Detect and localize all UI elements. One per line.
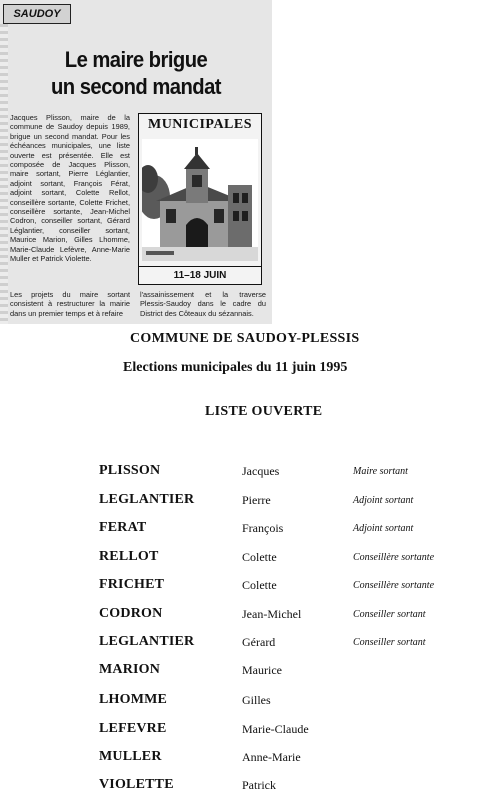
candidate-firstname: Marie-Claude	[242, 722, 309, 736]
list-title: LISTE OUVERTE	[205, 404, 323, 419]
candidate-surname: FRICHET	[99, 577, 165, 592]
candidate-role: Conseiller sortant	[353, 609, 426, 620]
article-body-right: l'assainissement et la traverse Plessis-Saudoy dans le cadre du District des Côteaux du sézannais.	[140, 290, 266, 318]
candidate-surname: RELLOT	[99, 549, 159, 564]
candidate-row	[0, 577, 500, 601]
candidate-role: Maire sortant	[353, 466, 408, 477]
commune-title: COMMUNE DE SAUDOY-PLESSIS	[130, 331, 360, 346]
box-dates: 11–18 JUIN	[139, 266, 261, 281]
candidate-firstname: Patrick	[242, 778, 276, 792]
candidate-surname: MARION	[99, 662, 161, 677]
candidate-role: Adjoint sortant	[353, 523, 414, 534]
candidate-row	[0, 692, 500, 716]
candidate-surname: MULLER	[99, 749, 162, 764]
candidate-firstname: Gilles	[242, 693, 271, 707]
candidate-surname: LEFEVRE	[99, 721, 167, 736]
article-body: Jacques Plisson, maire de la commune de Saudoy depuis 1989, brigue un second mandat. Pour les échéances municipales, une liste ouverte est présentée. Elle est composée de Jacques Plisson, maire sortant, Pierre Léglantier, adjoint sortant, François Férat, adjoint sortant, Colette Rellot, conseillère sortante, Colette Frichet, conseillère sortante, Jean-Michel Codron, conseiller sortant, Gérard Léglantier, conseiller sortant, Maurice Marion, Gilles Lhomme, Marie-Claude Lefèvre, Anne-Marie Muller et Patrick Violette.	[10, 113, 130, 264]
candidate-row	[0, 492, 500, 516]
election-title: Elections municipales du 11 juin 1995	[123, 360, 348, 375]
headline-line-1: Le maire brigue	[64, 47, 208, 72]
candidate-surname: PLISSON	[99, 463, 161, 478]
candidate-firstname: Colette	[242, 578, 277, 592]
candidate-firstname: Gérard	[242, 635, 276, 649]
candidate-surname: LHOMME	[99, 692, 168, 707]
headline	[18, 46, 254, 100]
candidate-surname: LEGLANTIER	[99, 492, 195, 507]
candidate-row	[0, 634, 500, 658]
candidate-role: Conseillère sortante	[353, 580, 435, 591]
candidate-role: Adjoint sortant	[353, 495, 414, 506]
candidate-row	[0, 749, 500, 773]
headline-line-2: un second mandat	[51, 74, 221, 99]
municipales-box	[138, 113, 262, 285]
clipping-edge	[0, 24, 8, 324]
candidate-firstname: Colette	[242, 550, 277, 564]
candidate-surname: CODRON	[99, 606, 163, 621]
candidate-surname: VIOLETTE	[99, 777, 174, 792]
candidate-row	[0, 549, 500, 573]
candidate-row	[0, 777, 500, 801]
candidate-role: Conseiller sortant	[353, 637, 426, 648]
candidate-firstname: Maurice	[242, 663, 282, 677]
candidate-firstname: Anne-Marie	[242, 750, 301, 764]
box-title: MUNICIPALES	[147, 117, 253, 132]
candidate-row	[0, 606, 500, 630]
candidate-row	[0, 520, 500, 544]
candidate-surname: FERAT	[99, 520, 147, 535]
candidate-surname: LEGLANTIER	[99, 634, 195, 649]
candidate-firstname: François	[242, 521, 284, 535]
candidate-firstname: Pierre	[242, 493, 271, 507]
candidate-firstname: Jacques	[242, 464, 280, 478]
section-tag: SAUDOY	[3, 4, 71, 24]
town-hall-photo-icon	[142, 139, 258, 261]
candidate-row	[0, 662, 500, 686]
candidate-role: Conseillère sortante	[353, 552, 435, 563]
candidate-row	[0, 463, 500, 487]
article-body-continued: Les projets du maire sortant consistent à restructurer la mairie dans un premier temps et à refaire	[10, 290, 130, 318]
candidate-firstname: Jean-Michel	[242, 607, 302, 621]
candidate-row	[0, 721, 500, 745]
newspaper-clipping	[0, 0, 272, 324]
